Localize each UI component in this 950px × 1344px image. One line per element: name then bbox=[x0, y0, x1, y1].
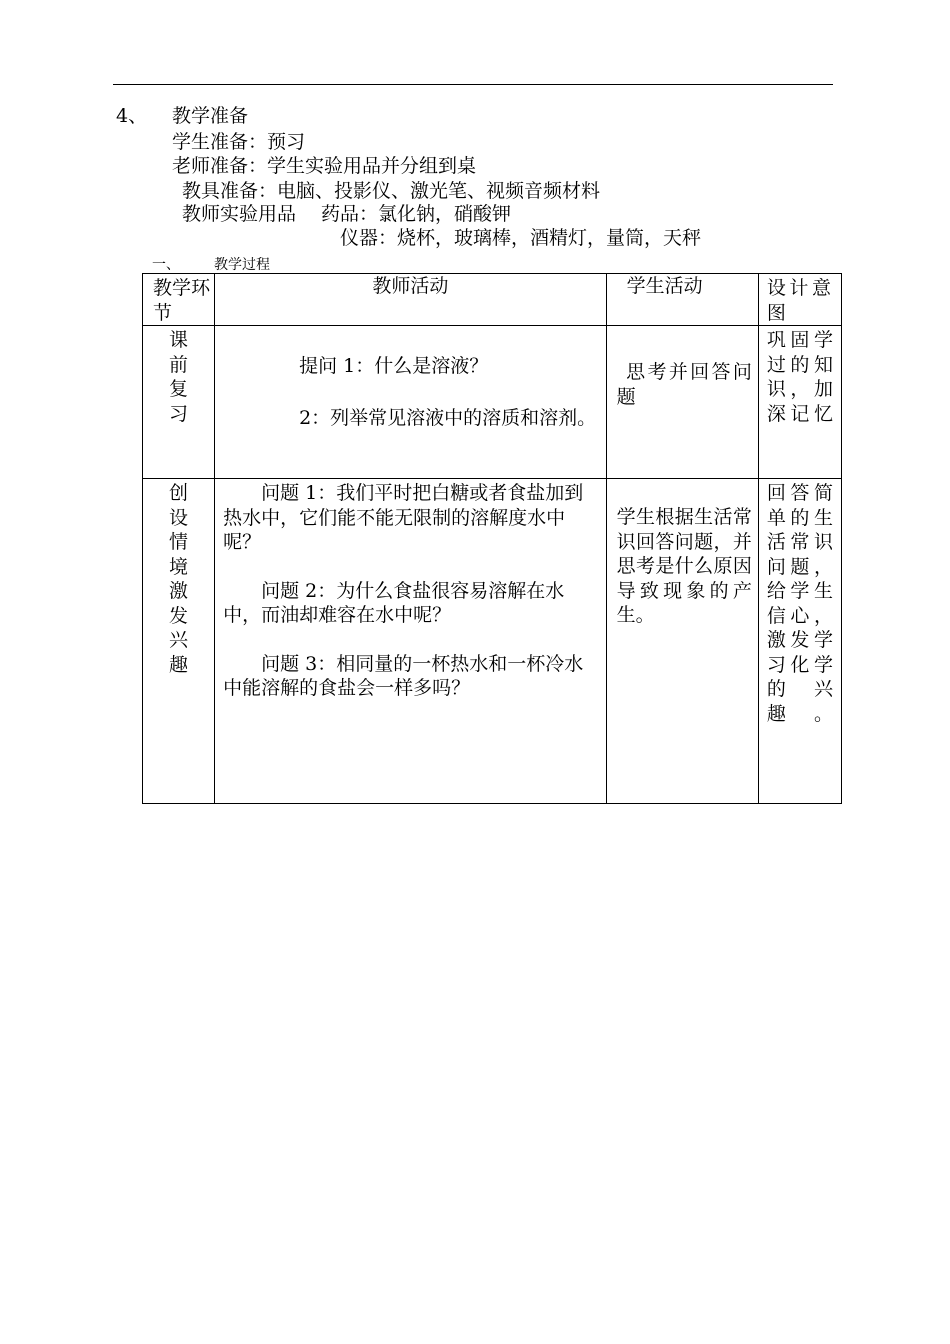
tools-prep: 教具准备：电脑、投影仪、激光笔、视频音频材料 bbox=[182, 180, 601, 202]
design-cell: 巩固学过的知识，加深记忆 bbox=[758, 326, 841, 479]
process-number: 一、 bbox=[152, 257, 180, 273]
lesson-table bbox=[142, 273, 842, 804]
lab-supplies: 教师实验用品 药品：氯化钠，硝酸钾 bbox=[182, 203, 512, 225]
table-row bbox=[143, 326, 842, 479]
stage-text: 课前复习 bbox=[169, 329, 189, 425]
prep-heading: 教学准备 bbox=[172, 105, 249, 127]
teacher-question-1: 提问 1：什么是溶液？ bbox=[299, 355, 489, 377]
header-student: 学生活动 bbox=[606, 274, 758, 326]
teacher-question-1: 问题 1：我们平时把白糖或者食盐加到热水中，它们能不能无限制的溶解度水中呢？ bbox=[223, 482, 584, 553]
lab-instruments: 仪器：烧杯，玻璃棒，酒精灯，量筒，天秤 bbox=[340, 227, 702, 249]
teacher-cell bbox=[215, 326, 607, 479]
header-rule bbox=[113, 84, 833, 85]
student-cell: 学生根据生活常识回答问题，并思考是什么原因导致现象的产生。 bbox=[606, 479, 758, 804]
teacher-prep: 老师准备：学生实验用品并分组到桌 bbox=[172, 155, 477, 177]
stage-cell bbox=[143, 326, 215, 479]
teacher-question-2: 问题 2：为什么食盐很容易溶解在水中，而油却难容在水中呢？ bbox=[223, 579, 565, 626]
process-title: 教学过程 bbox=[214, 257, 270, 273]
stage-text: 创设情境激发兴趣 bbox=[169, 482, 189, 676]
student-cell: 思考并回答问题 bbox=[606, 326, 758, 479]
student-prep: 学生准备：预习 bbox=[172, 131, 306, 153]
header-design: 设计意图 bbox=[758, 274, 841, 326]
teacher-question-3: 问题 3：相同量的一杯热水和一杯冷水中能溶解的食盐会一样多吗？ bbox=[223, 652, 584, 699]
prep-heading-number: 4、 bbox=[116, 105, 148, 127]
header-stage: 教学环节 bbox=[143, 274, 215, 326]
header-teacher: 教师活动 bbox=[215, 274, 607, 326]
table-header-row bbox=[143, 274, 842, 326]
teacher-cell bbox=[215, 479, 607, 804]
design-cell: 回答简单的生活常识问题，给学生信心，激发学习化学的兴趣。 bbox=[758, 479, 841, 804]
table-row bbox=[143, 479, 842, 804]
stage-cell bbox=[143, 479, 215, 804]
teacher-question-2: 2：列举常见溶液中的溶质和溶剂。 bbox=[299, 406, 597, 429]
